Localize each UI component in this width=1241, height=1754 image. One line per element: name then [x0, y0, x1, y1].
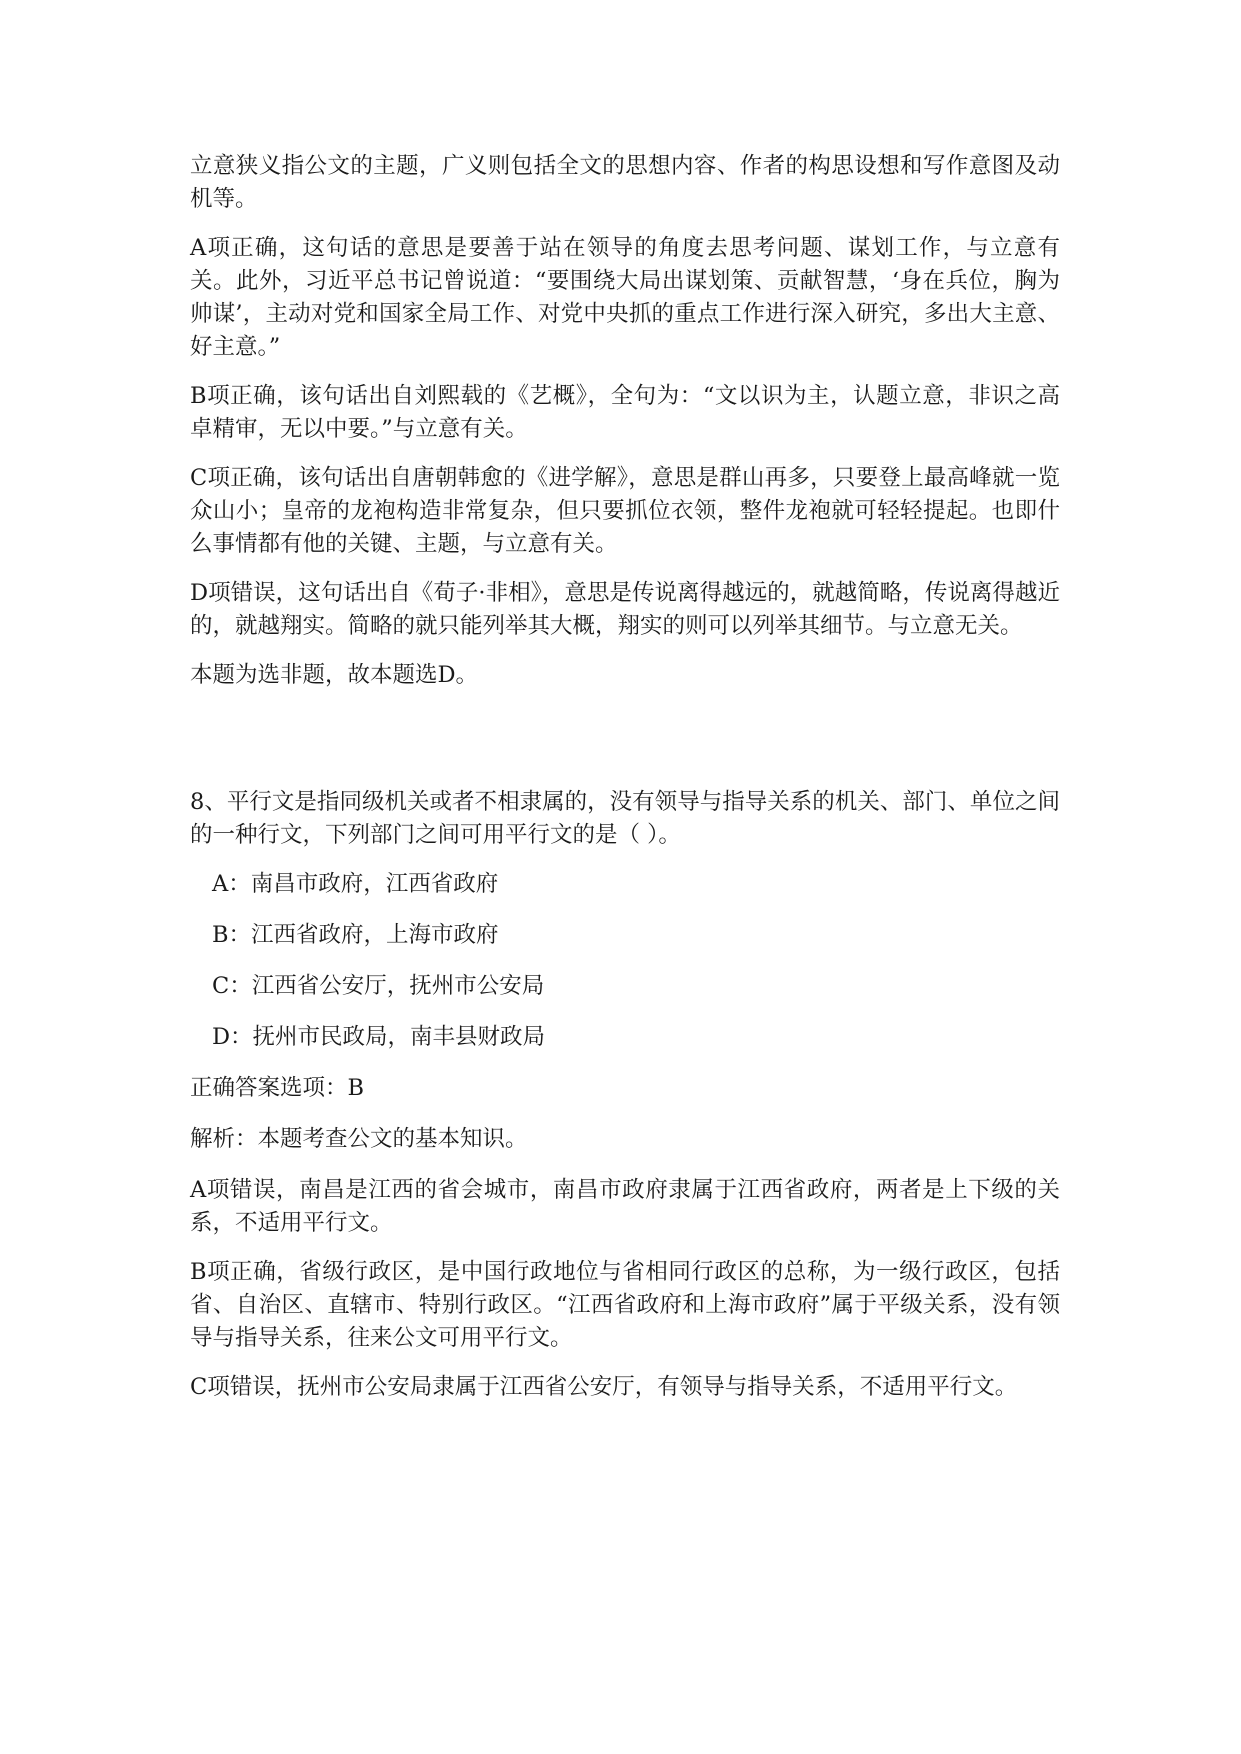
question-8-analysis-a: A项错误，南昌是江西的省会城市，南昌市政府隶属于江西省政府，两者是上下级的关系，不适用平行文。	[190, 1177, 1060, 1236]
question-8-option-d: D：抚州市民政局，南丰县财政局	[212, 1024, 546, 1050]
document-page	[190, 150, 1060, 1420]
section-gap	[190, 708, 1060, 786]
question-8-stem: 8、平行文是指同级机关或者不相隶属的，没有领导与指导关系的机关、部门、单位之间的一种行文，下列部门之间可用平行文的是（ ）。	[190, 789, 1060, 848]
explanation-option-a: A项正确，这句话的意思是要善于站在领导的角度去思考问题、谋划工作，与立意有关。此外，习近平总书记曾说道：“要围绕大局出谋划策、贡献智慧，‘身在兵位，胸为帅谋’，主动对党和国家全局工作、对党中央抓的重点工作进行深入研究，多出大主意、好主意。”	[190, 235, 1060, 360]
explanation-option-d: D项错误，这句话出自《荀子·非相》，意思是传说离得越远的，就越简略，传说离得越近的，就越翔实。简略的就只能列举其大概，翔实的则可以列举其细节。与立意无关。	[190, 580, 1060, 639]
question-8-analysis-intro: 解析：本题考查公文的基本知识。	[190, 1126, 528, 1152]
explanation-conclusion: 本题为选非题，故本题选D。	[190, 662, 479, 688]
question-8-analysis-b: B项正确，省级行政区，是中国行政地位与省相同行政区的总称，为一级行政区，包括省、自治区、直辖市、特别行政区。“江西省政府和上海市政府”属于平级关系，没有领导与指导关系，往来公文可用平行文。	[190, 1259, 1060, 1351]
explanation-option-b: B项正确，该句话出自刘熙载的《艺概》，全句为：“文以识为主，认题立意，非识之高卓精审，无以中要。”与立意有关。	[190, 383, 1060, 442]
question-8-analysis-c: C项错误，抚州市公安局隶属于江西省公安厅，有领导与指导关系，不适用平行文。	[190, 1374, 1018, 1400]
question-8-option-a: A：南昌市政府，江西省政府	[212, 871, 499, 897]
question-8-option-c: C：江西省公安厅，抚州市公安局	[212, 973, 545, 999]
explanation-option-c: C项正确，该句话出自唐朝韩愈的《进学解》，意思是群山再多，只要登上最高峰就一览众山小；皇帝的龙袍构造非常复杂，但只要抓位衣领，整件龙袍就可轻轻提起。也即什么事情都有他的关键、主题，与立意有关。	[190, 465, 1060, 557]
question-8-answer: 正确答案选项：B	[190, 1075, 365, 1101]
explanation-intro: 立意狭义指公文的主题，广义则包括全文的思想内容、作者的构思设想和写作意图及动机等。	[190, 153, 1060, 212]
question-8-option-b: B：江西省政府，上海市政府	[212, 922, 499, 948]
